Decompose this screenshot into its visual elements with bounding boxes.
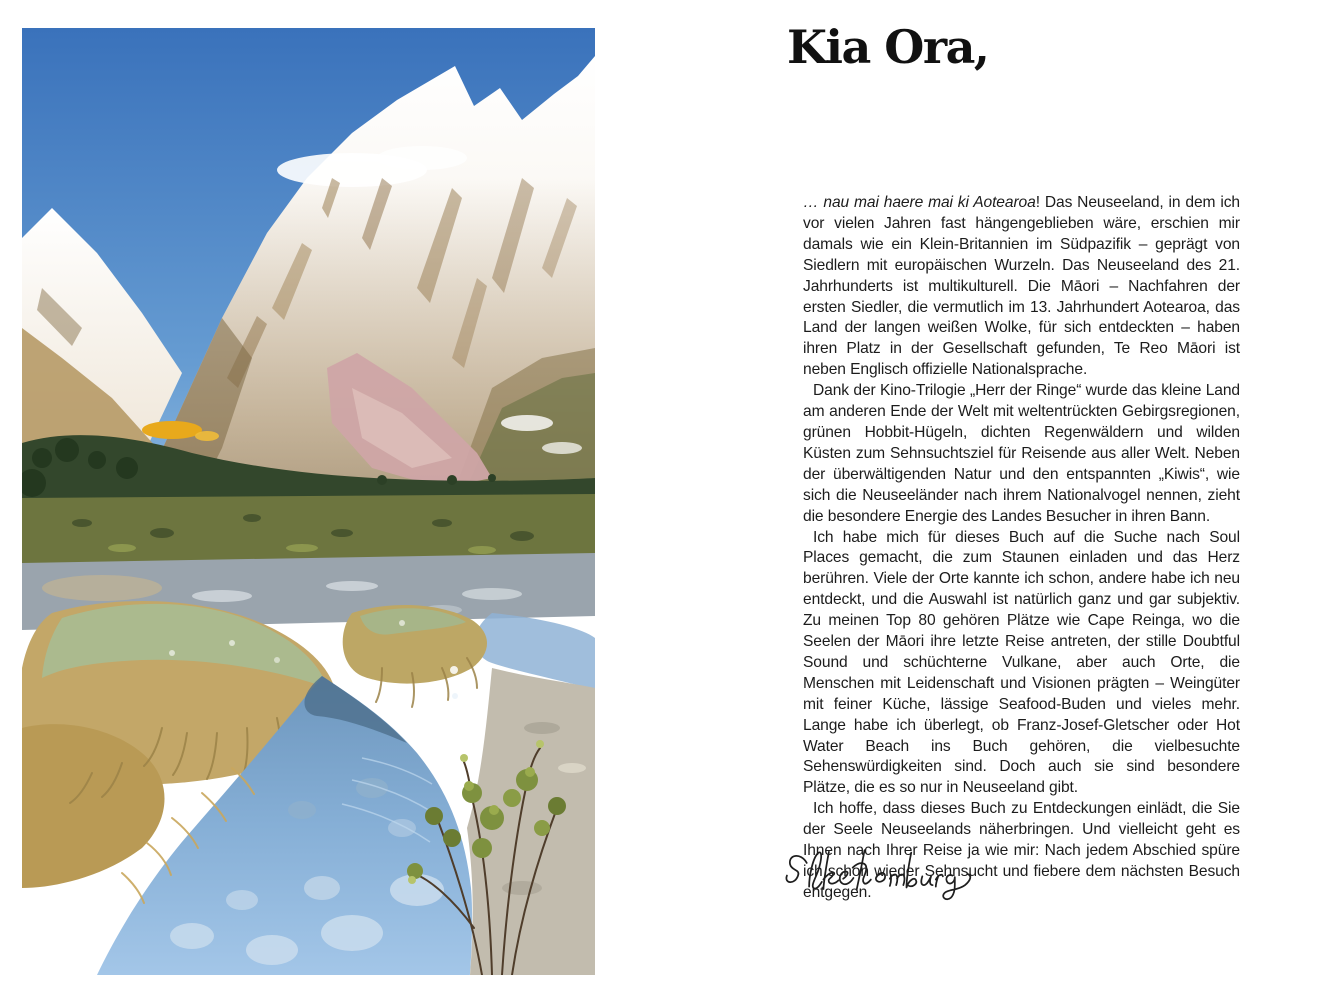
intro-text	[803, 193, 1240, 904]
paragraph-3: Ich habe mich für dieses Buch auf die Suche nach Soul Places gemacht, die zum Staunen einladen und das Herz berühren. Viele der Orte kannte ich schon, andere habe ich neu entdeckt, und die Auswahl ist natürlich ganz und gar subjektiv. Zu meinen Top 80 gehören Plätze wie Cape Reinga, wo die Seelen der Māori ihre letzte Reise antreten, der stille Doubtful Sound und schüchterne Vulkane, aber auch Orte, die Menschen mit Leidenschaft und Visionen prägten – Weingüter mit feiner Küche, lässige Seafood-Buden und vieles mehr. Lange habe ich überlegt, ob Franz-Josef-Gletscher oder Hot Water Beach ins Buch gehören, die vielbesuchte Sehenswürdigkeiten sind. Doch auch sie sind besondere Plätze, die es so nur in Neuseeland gibt.	[803, 528, 1240, 797]
author-signature	[783, 838, 973, 910]
landscape-photo	[22, 28, 595, 975]
paragraph-1	[803, 193, 1240, 381]
paragraph-4: Ich hoffe, dass dieses Buch zu Entdeckungen einlädt, die Sie der Seele Neuseelands näherbringen. Und vielleicht geht es Ihnen nach Ihrer Reise ja wie mir: Nach jedem Abschied spüre ich schon wieder Sehnsucht und fiebere dem nächsten Besuch entgegen.	[803, 800, 1240, 901]
maori-greeting-italic: … nau mai haere mai ki Aotearoa	[803, 194, 1036, 211]
mountain-valley-stream-illustration	[22, 28, 595, 975]
text-column	[787, 0, 1242, 1000]
paragraph-2: Dank der Kino-Trilogie „Herr der Ringe“ wurde das kleine Land am anderen Ende der Welt mit weltentrückten Gebirgsregionen, grünen Hobbit-Hügeln, dichten Regenwäldern und wilden Küsten zum Sehnsuchtsziel für Reisende aus aller Welt. Neben der überwältigenden Natur und den entspannten „Kiwis“, wie sich die Neuseeländer nach ihrem Nationalvogel nennen, zieht die besondere Energie des Landes Besucher in ihren Bann.	[803, 382, 1240, 525]
signature-script	[783, 838, 973, 910]
paragraph-1-text: ! Das Neuseeland, in dem ich vor vielen Jahren fast hängengeblieben wäre, erschien mir damals wie ein Klein-Britannien im Südpazifik – geprägt von Siedlern mit europäischen Wurzeln. Das Neuseeland des 21. Jahrhunderts ist multikulturell. Die Māori – Nachfahren der ersten Siedler, die vermutlich im 13. Jahrhundert Aotearoa, das Land der langen weißen Wolke, für sich entdeckten – haben ihren Platz in der Gesellschaft gefunden, Te Reo Māori ist neben Englisch offizielle Nationalsprache.	[803, 194, 1240, 379]
page-title: Kia Ora,	[787, 20, 989, 74]
